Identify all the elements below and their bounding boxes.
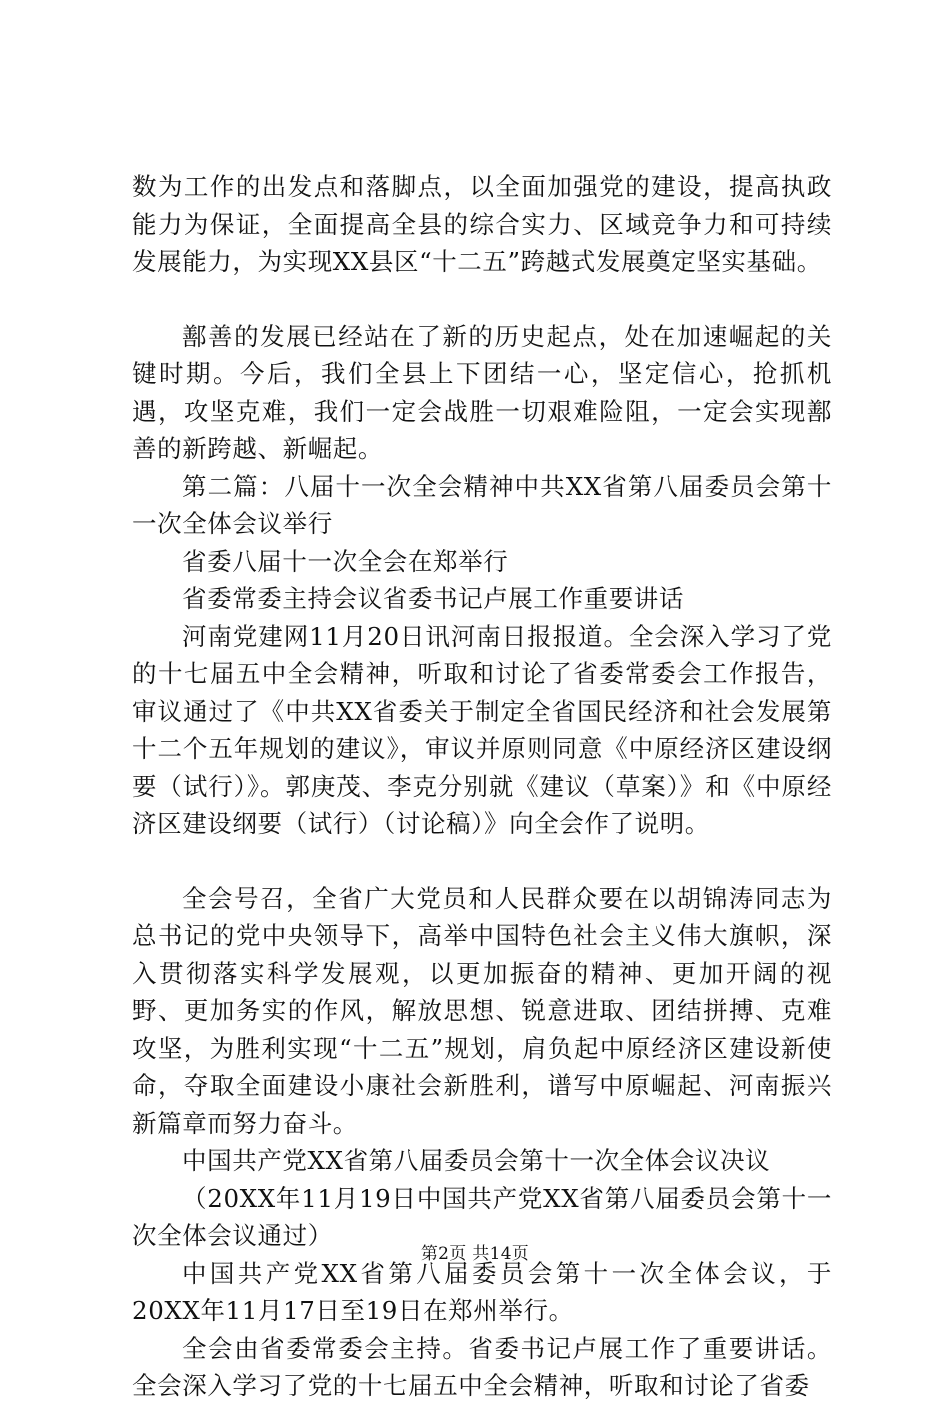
paragraph-meeting-host: 全会由省委常委会主持。省委书记卢展工作了重要讲话。全会深入学习了党的十七届五中全会精神，听取和讨论了省委: [132, 1333, 832, 1400]
paragraph-shanshan-development: 鄯善的发展已经站在了新的历史起点，处在加速崛起的关键时期。今后，我们全县上下团结一心，坚定信心，抢抓机遇，攻坚克难，我们一定会战胜一切艰难险阻，一定会实现鄯善的新跨越、新崛起。: [132, 321, 832, 463]
paragraph-continuation: 数为工作的出发点和落脚点，以全面加强党的建设，提高执政能力为保证，全面提高全县的综合实力、区域竞争力和可持续发展能力，为实现XX县区“十二五”跨越式发展奠定坚实基础。: [132, 172, 832, 276]
paragraph-plenary-location: 省委八届十一次全会在郑举行: [182, 546, 509, 576]
document-body: [132, 168, 832, 1405]
paragraph-plenary-speech: 省委常委主持会议省委书记卢展工作重要讲话: [182, 584, 684, 613]
paragraph-resolution-title: 中国共产党XX省第八届委员会第十一次全体会议决议: [182, 1146, 771, 1175]
paragraph-plenary-call: 全会号召，全省广大党员和人民群众要在以胡锦涛同志为总书记的党中央领导下，高举中国特色社会主义伟大旗帜，深入贯彻落实科学发展观，以更加振奋的精神、更加开阔的视野、更加务实的作风，解放思想、锐意进取、团结拼搏、克难攻坚，为胜利实现“十二五”规划，肩负起中原经济区建设新使命，夺取全面建设小康社会新胜利，谱写中原崛起、河南振兴新篇章而努力奋斗。: [132, 883, 832, 1138]
paragraph-chapter-two-heading: 第二篇：八届十一次全会精神中共XX省第八届委员会第十一次全体会议举行: [132, 471, 832, 538]
page-number-footer: 第2页 共14页: [420, 1244, 530, 1264]
paragraph-news-report: 河南党建网11月20日讯河南日报报道。全会深入学习了党的十七届五中全会精神，听取和讨论了省委常委会工作报告，审议通过了《中共XX省委关于制定全省国民经济和社会发展第十二个五年规划的建议》，审议并原则同意《中原经济区建设纲要（试行）》。郭庚茂、李克分别就《建议（草案）》和《中原经济区建设纲要（试行）（讨论稿）》向全会作了说明。: [132, 621, 832, 838]
paragraph-resolution-date: （20XX年11月19日中国共产党XX省第八届委员会第十一次全体会议通过）: [132, 1183, 832, 1250]
paragraph-meeting-held: 中国共产党XX省第八届委员会第十一次全体会议，于20XX年11月17日至19日在郑州举行。: [132, 1258, 832, 1325]
